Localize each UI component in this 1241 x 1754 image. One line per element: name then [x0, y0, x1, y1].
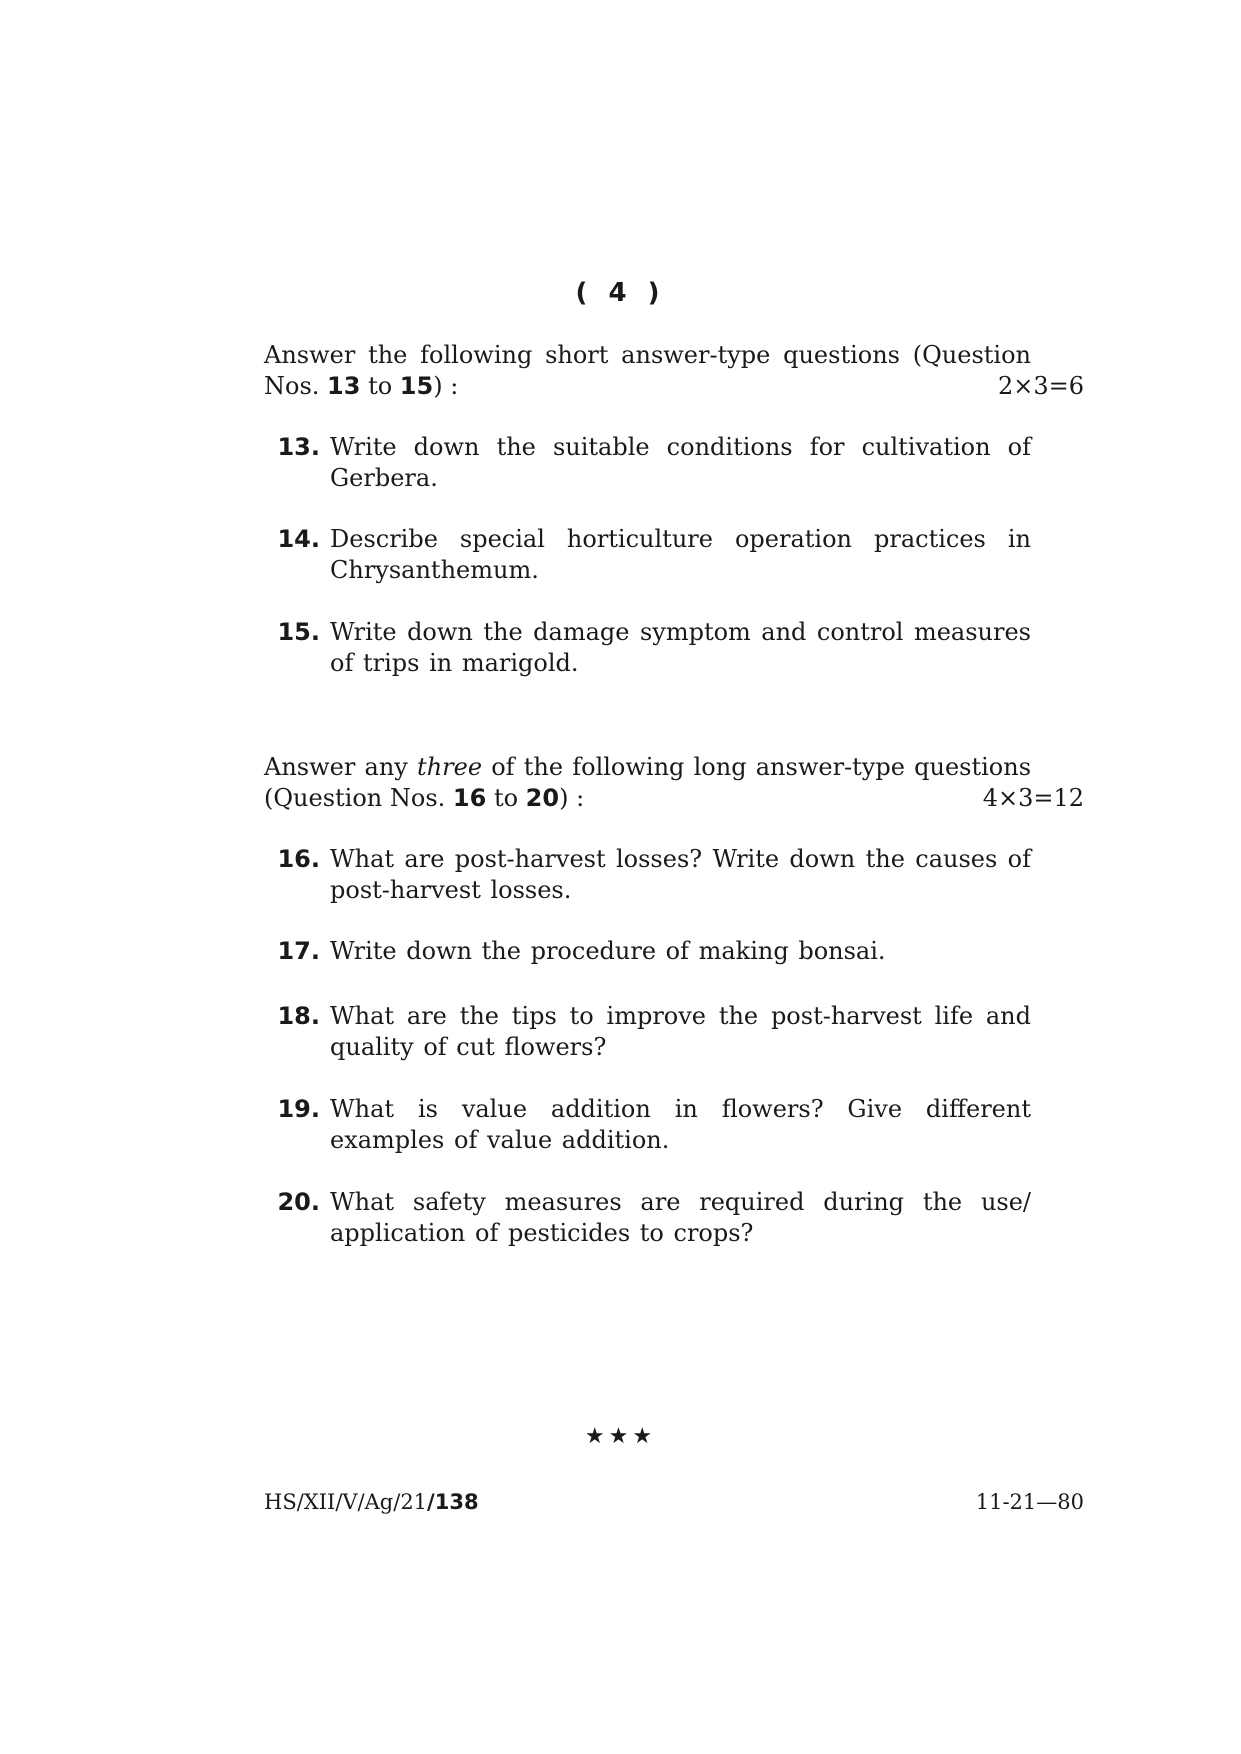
section2-instruction-line2 — [264, 783, 1084, 814]
question-number: 17. — [277, 937, 320, 965]
question-number: 13. — [277, 433, 320, 461]
question-item — [264, 1094, 1031, 1156]
question-text: What are post-harvest losses? Write down the causes of post-harvest losses. — [330, 845, 1031, 904]
question-text: Write down the procedure of making bonsai. — [330, 937, 886, 965]
question-number: 20. — [277, 1188, 320, 1216]
section1-marks: 2×3=6 — [997, 372, 1084, 400]
section2-instruction — [264, 752, 1084, 814]
question-number: 19. — [277, 1095, 320, 1123]
section1-question-range: Nos. 13 to 15) : — [264, 372, 459, 400]
question-item — [264, 617, 1031, 679]
question-text: What is value addition in flowers? Give different examples of value addition. — [330, 1095, 1031, 1154]
question-text: Write down the suitable conditions for cultivation of Gerbera. — [330, 433, 1031, 492]
section2-instruction-line1: Answer any three of the following long answer-type questions — [264, 753, 1032, 781]
question-item — [264, 844, 1031, 906]
end-of-paper-stars: ★★★ — [584, 1424, 657, 1449]
question-text: Describe special horticulture operation practices in Chrysanthemum. — [330, 525, 1031, 584]
footer — [264, 1490, 1084, 1514]
question-item — [264, 1187, 1031, 1249]
section1-instruction-line1: Answer the following short answer-type questions (Question — [264, 341, 1031, 369]
question-item — [264, 432, 1031, 494]
question-text: Write down the damage symptom and control measures of trips in marigold. — [330, 618, 1031, 677]
question-number: 18. — [277, 1002, 320, 1030]
print-code: 11-21—80 — [975, 1490, 1084, 1514]
question-item — [264, 936, 1031, 967]
section1-instruction — [264, 340, 1084, 402]
paper-code: HS/XII/V/Ag/21/138 — [264, 1490, 479, 1514]
question-item — [264, 524, 1031, 586]
page-number: ( 4 ) — [575, 278, 666, 308]
question-number: 14. — [277, 525, 320, 553]
question-text: What safety measures are required during the use/ application of pesticides to crops? — [330, 1188, 1031, 1247]
section2-question-range: (Question Nos. 16 to 20) : — [264, 784, 585, 812]
question-item — [264, 1001, 1031, 1063]
question-number: 15. — [277, 618, 320, 646]
question-number: 16. — [277, 845, 320, 873]
question-text: What are the tips to improve the post-harvest life and quality of cut flowers? — [330, 1002, 1031, 1061]
section1-instruction-line2 — [264, 371, 1084, 402]
section2-marks: 4×3=12 — [982, 784, 1084, 812]
